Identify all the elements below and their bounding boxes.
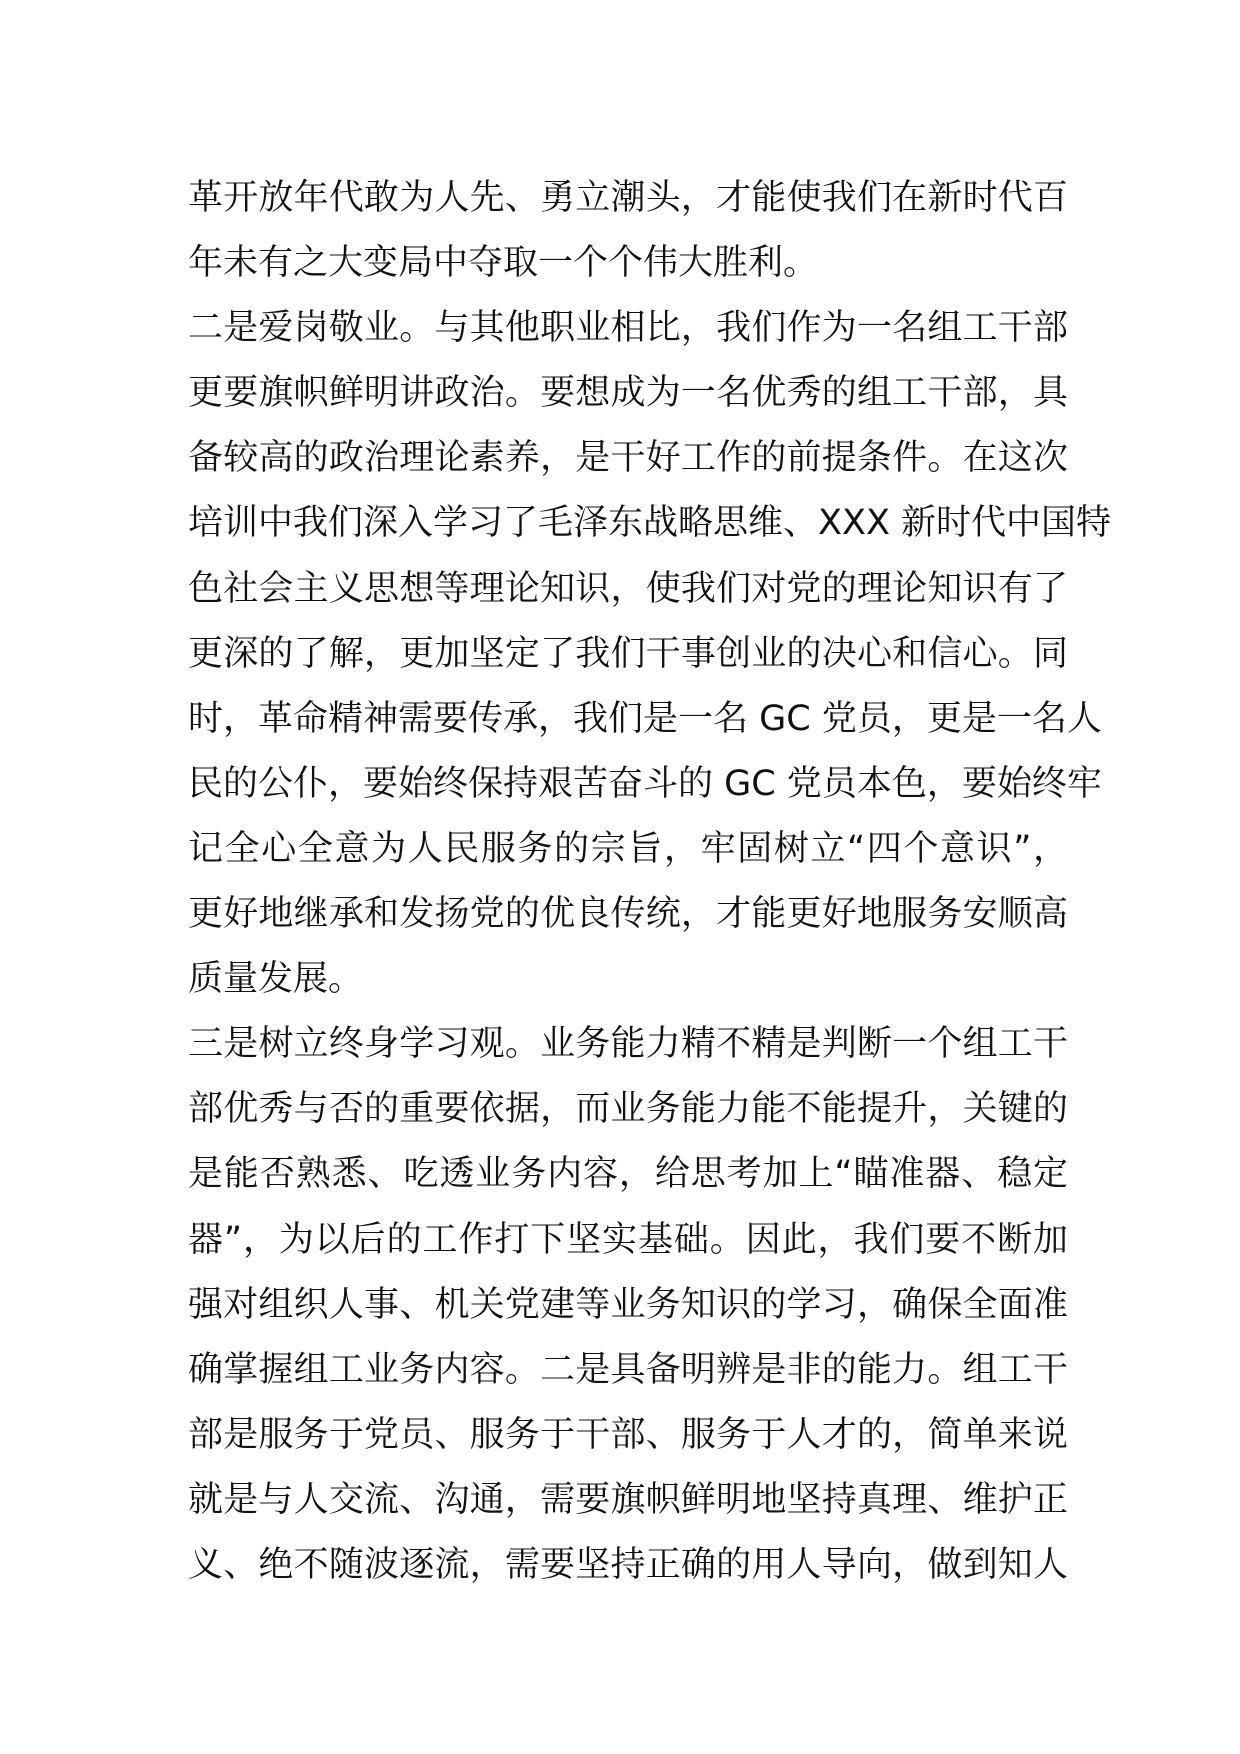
text-line: 二是爱岗敬业。与其他职业相比，我们作为一名组工干部	[188, 308, 1068, 349]
paragraph-continuation	[188, 166, 1068, 296]
text-line: 更要旗帜鲜明讲政治。要想成为一名优秀的组工干部，具	[188, 373, 1068, 414]
text-line: 时，革命精神需要传承，我们是一名 GC 党员，更是一名人	[188, 698, 1102, 739]
text-line: 强对组织人事、机关党建等业务知识的学习，确保全面准	[188, 1284, 1068, 1325]
text-line: 色社会主义思想等理论知识，使我们对党的理论知识有了	[188, 568, 1068, 609]
paragraph-point-three	[188, 1012, 1068, 1598]
text-line: 确掌握组工业务内容。二是具备明辨是非的能力。组工干	[188, 1349, 1068, 1390]
paragraph-point-two	[188, 296, 1112, 1012]
text-line: 备较高的政治理论素养，是干好工作的前提条件。在这次	[188, 438, 1068, 479]
text-line: 义、绝不随波逐流，需要坚持正确的用人导向，做到知人	[188, 1544, 1068, 1585]
text-line: 器”，为以后的工作打下坚实基础。因此，我们要不断加	[188, 1219, 1068, 1260]
text-line: 质量发展。	[188, 959, 364, 1000]
text-line: 更深的了解，更加坚定了我们干事创业的决心和信心。同	[188, 633, 1068, 674]
text-line: 是能否熟悉、吃透业务内容，给思考加上“瞄准器、稳定	[188, 1154, 1068, 1195]
text-line: 革开放年代敢为人先、勇立潮头，才能使我们在新时代百	[188, 178, 1068, 218]
text-line: 更好地继承和发扬党的优良传统，才能更好地服务安顺高	[188, 894, 1068, 935]
text-line: 部优秀与否的重要依据，而业务能力能不能提升，关键的	[188, 1089, 1068, 1130]
text-line: 就是与人交流、沟通，需要旗帜鲜明地坚持真理、维护正	[188, 1479, 1068, 1520]
text-line: 记全心全意为人民服务的宗旨，牢固树立“四个意识”，	[188, 828, 1068, 869]
text-line: 培训中我们深入学习了毛泽东战略思维、XXX 新时代中国特	[188, 503, 1112, 544]
text-line: 部是服务于党员、服务于干部、服务于人才的，简单来说	[188, 1414, 1068, 1455]
text-line: 年未有之大变局中夺取一个个伟大胜利。	[188, 243, 819, 284]
body-text	[188, 166, 1112, 1598]
text-line: 民的公仆，要始终保持艰苦奋斗的 GC 党员本色，要始终牢	[188, 763, 1102, 804]
text-line: 三是树立终身学习观。业务能力精不精是判断一个组工干	[188, 1024, 1068, 1065]
